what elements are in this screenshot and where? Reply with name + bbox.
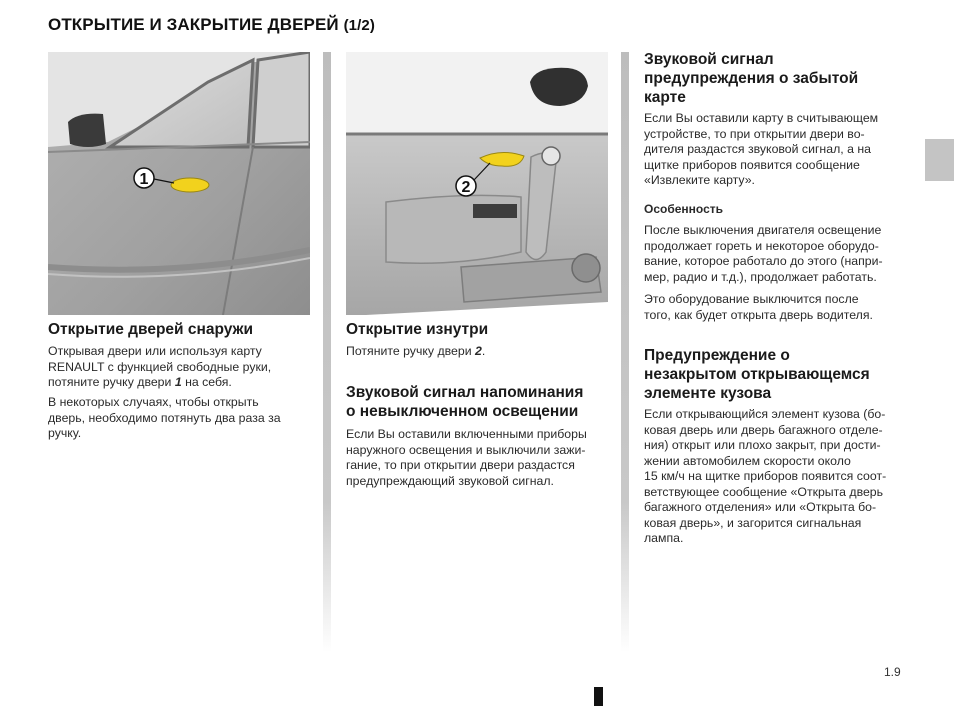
- column-divider-right: [621, 52, 629, 652]
- heading-line: Звуковой сигнал напоминания: [346, 384, 584, 401]
- para-open-inside: [346, 344, 608, 360]
- heading-line: элементе кузова: [644, 385, 772, 402]
- text-line: на себя.: [181, 375, 232, 389]
- footer-mark: [594, 687, 603, 706]
- page-number: 1.9: [884, 665, 901, 679]
- callout-2: 2: [461, 179, 471, 196]
- figure-door-inside: [346, 52, 608, 315]
- heading-line: незакрытом открывающемся: [644, 366, 870, 383]
- heading-line: Предупреждение о: [644, 347, 790, 364]
- heading-lights-reminder: [346, 383, 583, 421]
- ref-number-2: 2: [474, 344, 482, 358]
- text-line: дверь, необходимо потянуть два раза за: [48, 410, 281, 425]
- text-line: наружного освещения и выключили зажи-: [346, 442, 586, 457]
- text-line: потяните ручку двери: [48, 375, 175, 389]
- text-line: Открывая двери или используя карту: [48, 344, 262, 358]
- text-line: ручку.: [48, 426, 82, 440]
- text-line: 15 км/ч на щитке приборов появится соот-: [644, 469, 887, 483]
- car-door-outside-illustration: [48, 52, 310, 315]
- text-line: вание, которое работало до этого (напри-: [644, 254, 883, 268]
- heading-card-warning: [644, 50, 858, 107]
- text-line: Если Вы оставили включенными приборы: [346, 427, 587, 441]
- text-line: того, как будет открыта дверь водителя.: [644, 307, 873, 322]
- text-line: ковая дверь», и загорится сигнальная: [644, 515, 862, 530]
- heading-line: предупреждения о забытой: [644, 70, 859, 87]
- text-line: гание, то при открытии двери раздастся: [346, 458, 575, 472]
- text-line: продолжает гореть и некоторое оборудо-: [644, 238, 879, 253]
- text-line: ковая дверь или дверь багажного отделе-: [644, 422, 883, 437]
- text-line: жении автомобилем скорости около: [644, 453, 851, 468]
- para-feature-2: [644, 292, 906, 323]
- section-tab: [925, 139, 954, 181]
- para-card-warning: [644, 111, 906, 189]
- text-line: В некоторых случаях, чтобы открыть: [48, 395, 259, 409]
- text-line: багажного отделения» или «Открыта бо-: [644, 500, 877, 514]
- text-line: RENAULT с функцией свободные руки,: [48, 359, 272, 374]
- page-title-part: (1/2): [343, 17, 375, 34]
- text-line: дителя раздастся звуковой сигнал, а на: [644, 142, 871, 156]
- subheading-feature: Особенность: [644, 202, 724, 216]
- heading-open-outside: Открытие дверей снаружи: [48, 321, 254, 338]
- text-line: После выключения двигателя освещение: [644, 223, 882, 237]
- page-title-text: ОТКРЫТИЕ И ЗАКРЫТИЕ ДВЕРЕЙ: [48, 15, 339, 34]
- heading-open-element-warning: [644, 346, 870, 403]
- page-title: [48, 15, 375, 35]
- text-line: ветствующее сообщение «Открыта дверь: [644, 484, 884, 499]
- heading-line: карте: [644, 89, 686, 106]
- text-line: щитке приборов появится сообщение: [644, 157, 860, 172]
- para-open-outside-1: [48, 344, 310, 391]
- text-line: Потяните ручку двери: [346, 344, 475, 358]
- para-lights-reminder: [346, 427, 608, 489]
- para-feature-1: [644, 223, 906, 285]
- text-line: мер, радио и т.д.), продолжает работать.: [644, 269, 877, 284]
- text-line: предупреждающий звуковой сигнал.: [346, 473, 554, 488]
- text-line: Если открывающийся элемент кузова (бо-: [644, 407, 886, 421]
- para-open-element-warning: [644, 407, 906, 547]
- text-line: Если Вы оставили карту в считывающем: [644, 111, 879, 125]
- text-line: Это оборудование выключится после: [644, 292, 859, 306]
- text-line: .: [481, 344, 486, 358]
- ref-number-1: 1: [174, 375, 182, 389]
- text-line: устройстве, то при открытии двери во-: [644, 126, 865, 141]
- para-open-outside-2: [48, 395, 310, 442]
- callout-1: 1: [139, 171, 149, 188]
- text-line: ния) открыт или плохо закрыт, при дости-: [644, 438, 881, 452]
- heading-line: Звуковой сигнал: [644, 51, 774, 68]
- text-line: лампа.: [644, 531, 684, 545]
- heading-open-inside: Открытие изнутри: [346, 321, 489, 338]
- figure-door-outside: [48, 52, 310, 315]
- heading-line: о невыключенном освещении: [346, 403, 579, 420]
- car-door-inside-illustration: [346, 52, 608, 315]
- column-divider-left: [323, 52, 331, 652]
- text-line: «Извлеките карту».: [644, 173, 755, 187]
